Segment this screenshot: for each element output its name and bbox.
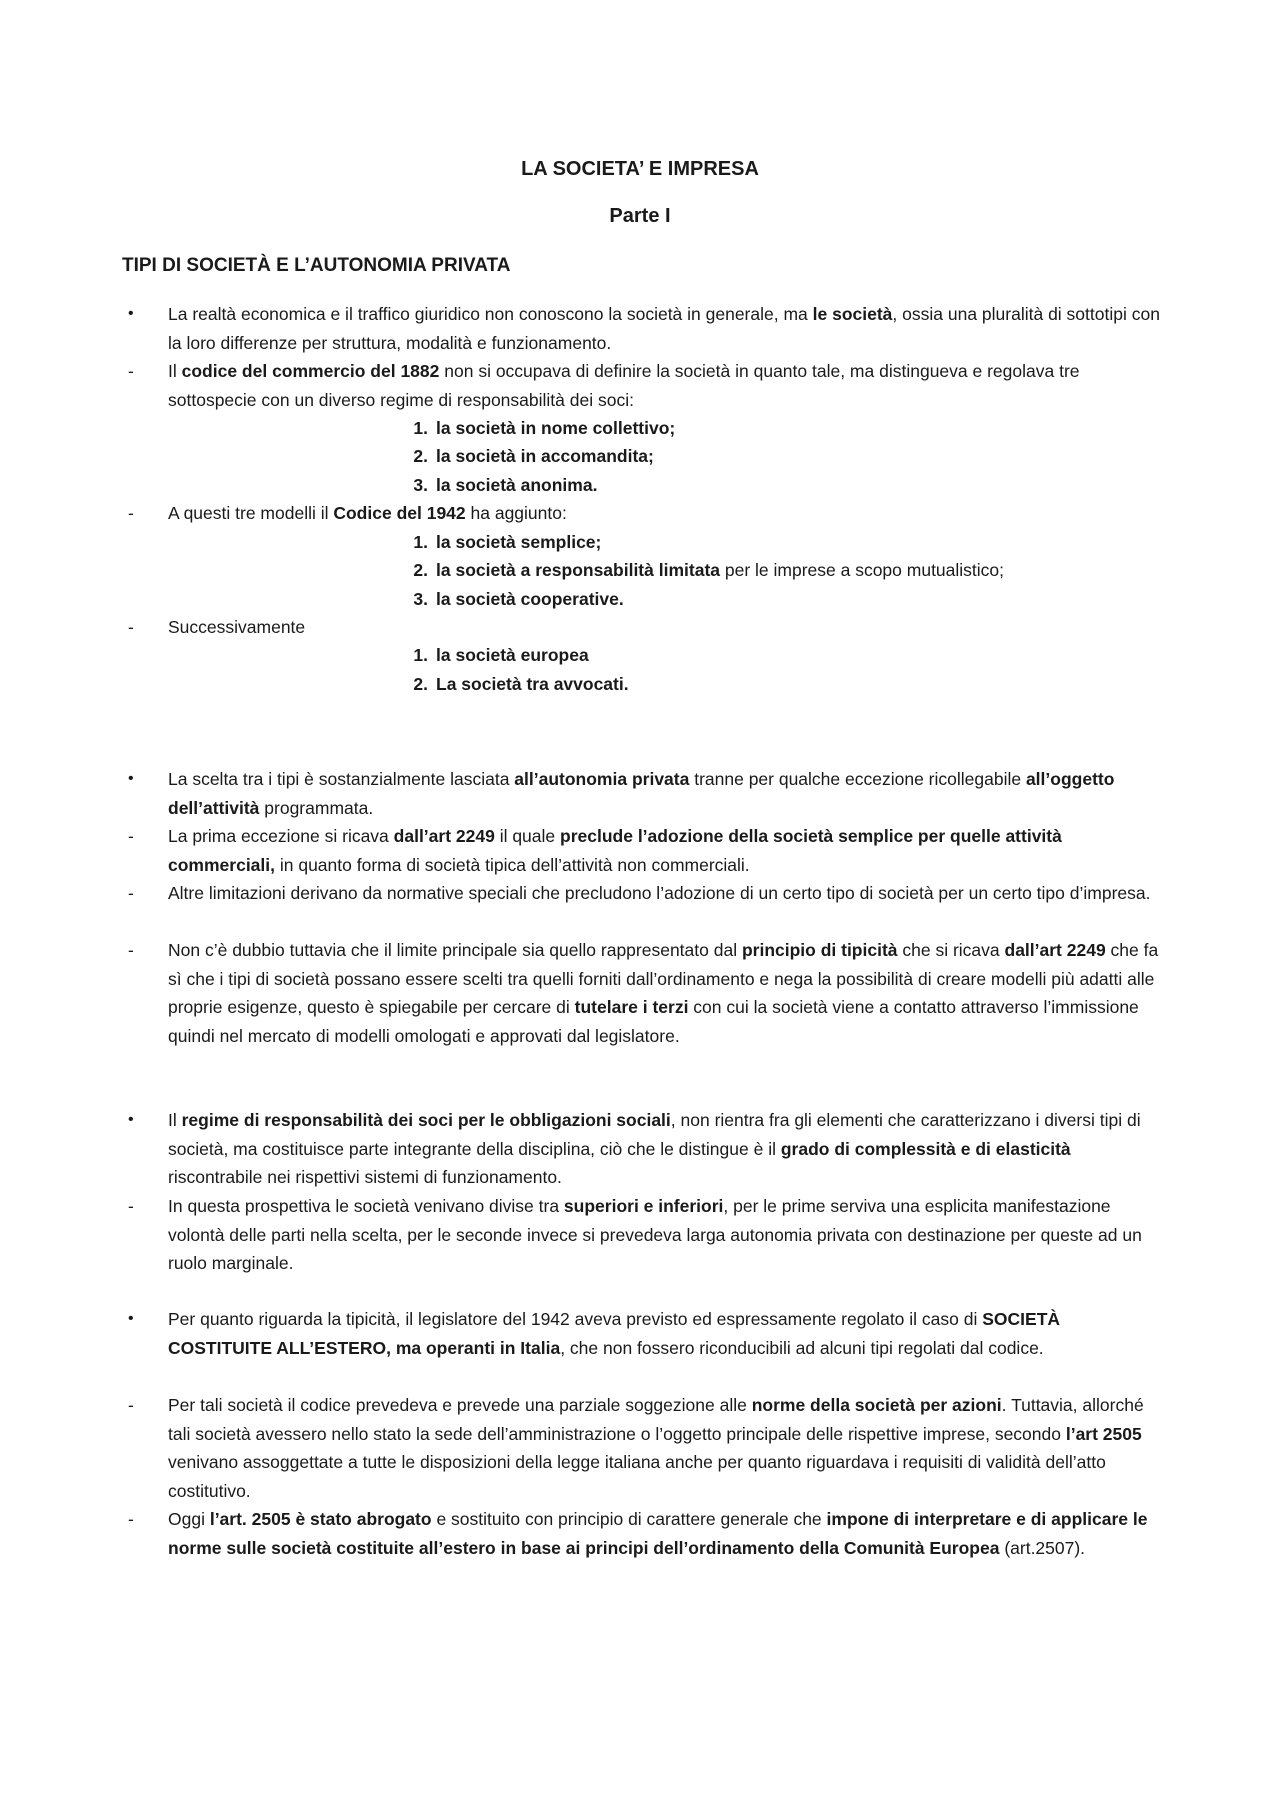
paragraph: Altre limitazioni derivano da normative speciali che precludono l’adozione di un certo tipo di società per un certo tipo d’impresa.	[168, 883, 1151, 903]
dash-marker: -	[128, 940, 134, 960]
document-subtitle: Parte I	[609, 205, 671, 227]
document-title: LA SOCIETA’ E IMPRESA	[521, 158, 759, 180]
numbered-list-item: 2. la società in accomandita;	[413, 446, 654, 466]
paragraph: A questi tre modelli il Codice del 1942 ha aggiunto:	[168, 503, 567, 523]
paragraph: Per quanto riguarda la tipicità, il legislatore del 1942 aveva previsto ed espressamente regolato il caso di SOCIETÀ COSTITUITE ALL’ESTERO, ma operanti in Italia, che non fossero riconducibili ad alcuni tipi regolati dal codice.	[168, 1309, 1061, 1358]
dash-marker: -	[128, 503, 134, 523]
paragraph: Il regime di responsabilità dei soci per le obbligazioni sociali, non rientra fra gli elementi che caratterizzano i diversi tipi di società, ma costituisce parte integrante della disciplina, ciò che le distingue è il grado di complessità e di elasticità riscontrabile nei rispettivi sistemi di funzionamento.	[168, 1110, 1141, 1187]
dash-marker: -	[128, 1196, 134, 1216]
numbered-list-item: 1. la società semplice;	[413, 532, 602, 552]
paragraph: In questa prospettiva le società venivano divise tra superiori e inferiori, per le prime serviva una esplicita manifestazione volontà delle parti nella scelta, per le seconde invece si prevedeva larga autonomia privata con destinazione per queste ad un ruolo marginale.	[168, 1196, 1142, 1273]
numbered-list-item: 2. La società tra avvocati.	[413, 674, 629, 694]
numbered-list-item: 2. la società a responsabilità limitata per le imprese a scopo mutualistico;	[413, 560, 1005, 580]
dash-marker: -	[128, 1395, 134, 1415]
dash-marker: -	[128, 883, 134, 903]
numbered-list-item: 3. la società cooperative.	[413, 589, 624, 609]
numbered-list-item: 1. la società europea	[413, 645, 589, 665]
bullet-marker: •	[128, 1310, 134, 1327]
paragraph: La realtà economica e il traffico giuridico non conoscono la società in generale, ma le società, ossia una pluralità di sottotipi con la loro differenze per struttura, modalità e funzionamento.	[168, 304, 1160, 353]
dash-marker: -	[128, 1509, 134, 1529]
section-heading: TIPI DI SOCIETÀ E L’AUTONOMIA PRIVATA	[122, 255, 511, 276]
bullet-marker: •	[128, 305, 134, 322]
paragraph: La prima eccezione si ricava dall’art 2249 il quale preclude l’adozione della società semplice per quelle attività commerciali, in quanto forma di società tipica dell’attività non commerciali.	[168, 826, 1062, 875]
paragraph: La scelta tra i tipi è sostanzialmente lasciata all’autonomia privata tranne per qualche eccezione ricollegabile all’oggetto dell’attività programmata.	[168, 769, 1115, 818]
dash-marker: -	[128, 361, 134, 381]
paragraph: Non c’è dubbio tuttavia che il limite principale sia quello rappresentato dal principio di tipicità che si ricava dall’art 2249 che fa sì che i tipi di società possano essere scelti tra quelli forniti dall’ordinamento e nega la possibilità di creare modelli più adatti alle proprie esigenze, questo è spiegabile per cercare di tutelare i terzi con cui la società viene a contatto attraverso l’immissione quindi nel mercato di modelli omologati e approvati dal legislatore.	[168, 940, 1159, 1046]
numbered-list-item: 3. la società anonima.	[413, 475, 598, 495]
dash-marker: -	[128, 826, 134, 846]
paragraph: Per tali società il codice prevedeva e prevede una parziale soggezione alle norme della società per azioni. Tuttavia, allorché tali società avessero nello stato la sede dell’amministrazione o l’oggetto principale delle rispettive imprese, secondo l’art 2505 venivano assoggettate a tutte le disposizioni della legge italiana anche per quanto riguardava i requisiti di validità dell’atto costitutivo.	[168, 1395, 1144, 1501]
numbered-list-item: 1. la società in nome collettivo;	[413, 418, 676, 438]
paragraph: Successivamente	[168, 617, 306, 637]
bullet-marker: •	[128, 1111, 134, 1128]
paragraph: Oggi l’art. 2505 è stato abrogato e sostituito con principio di carattere generale che impone di interpretare e di applicare le norme sulle società costituite all’estero in base ai principi dell’ordinamento della Comunità Europea (art.2507).	[168, 1509, 1148, 1558]
bullet-marker: •	[128, 770, 134, 787]
dash-marker: -	[128, 617, 134, 637]
paragraph: Il codice del commercio del 1882 non si occupava di definire la società in quanto tale, ma distingueva e regolava tre sottospecie con un diverso regime di responsabilità dei soci:	[168, 361, 1080, 410]
